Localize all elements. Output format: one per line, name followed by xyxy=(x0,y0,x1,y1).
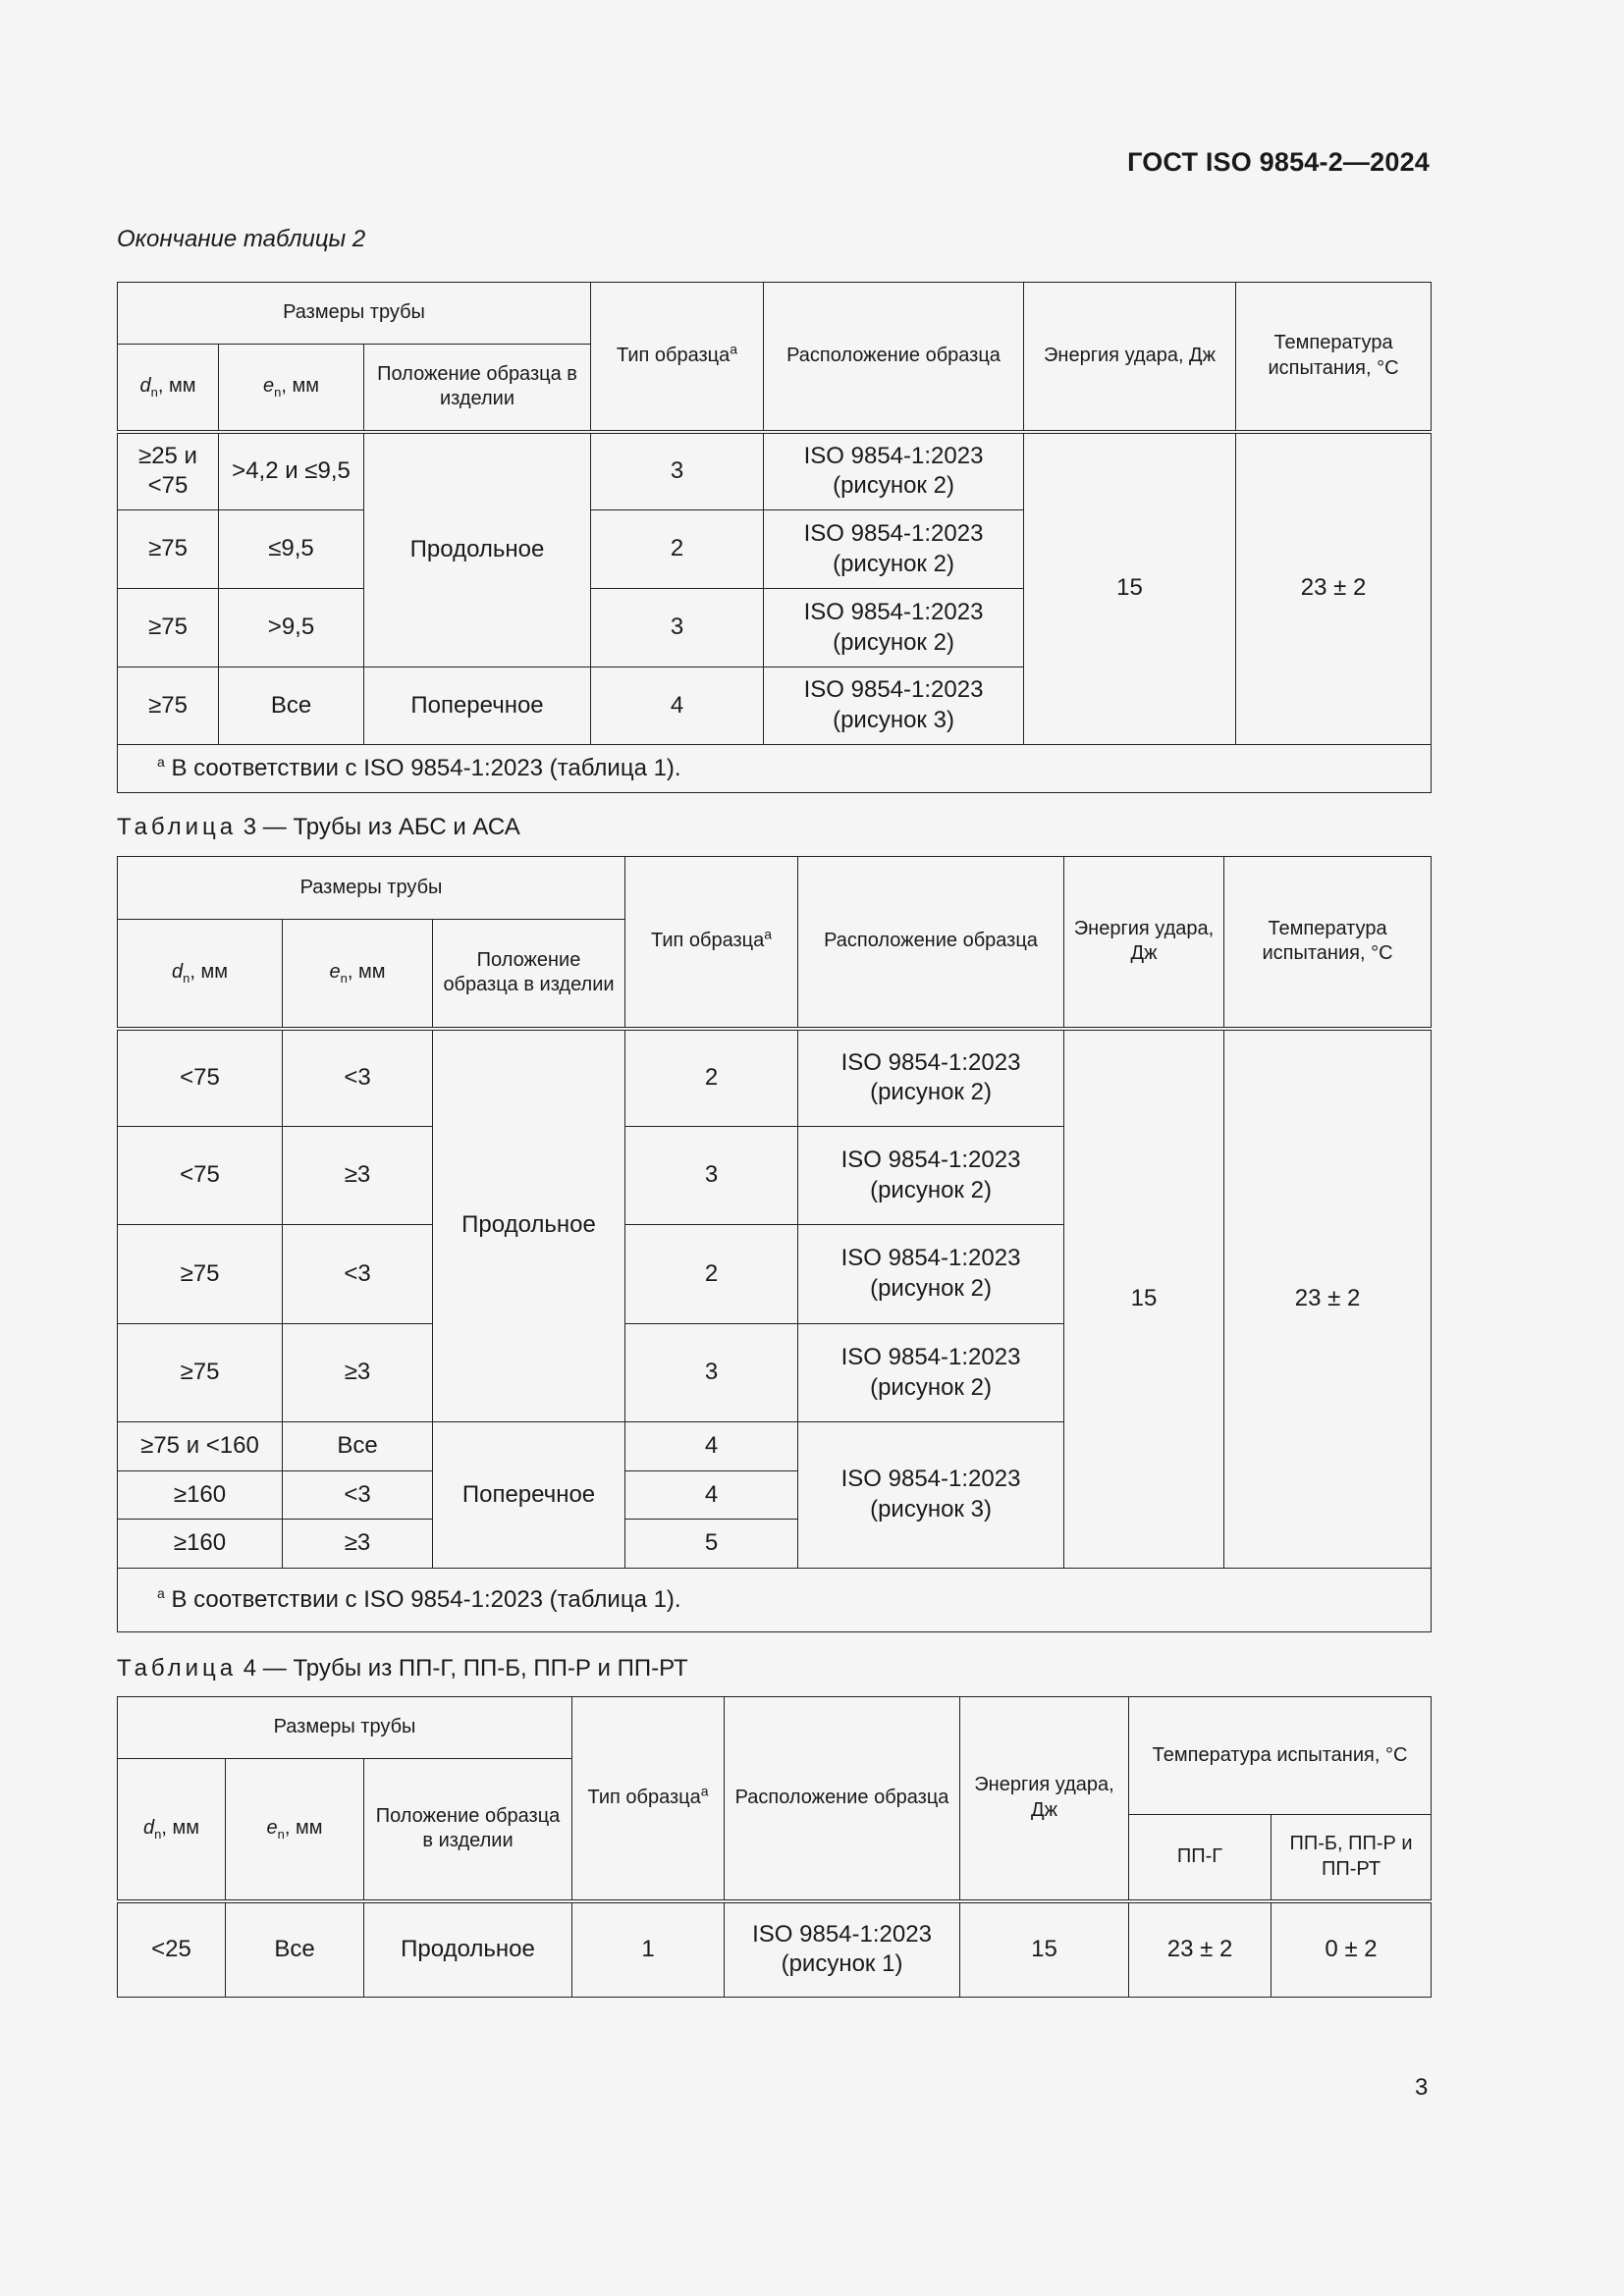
table-row: <75 ≥3 3 ISO 9854-1:2023 (рисунок 2) xyxy=(118,1127,1432,1225)
header-specimen-type: Тип образца$^a$ xyxy=(591,283,764,432)
impact-energy-value: 15 xyxy=(1024,432,1236,745)
header-impact-energy: Энергия удара, Дж xyxy=(960,1697,1129,1901)
header-specimen-location: Расположение образца xyxy=(798,857,1064,1029)
position-longitudinal: Продольное xyxy=(364,432,591,667)
table4-caption: Таблица 4 — Трубы из ПП-Г, ПП-Б, ПП-Р и ПП-РТ xyxy=(117,1655,688,1682)
position-transverse: Поперечное xyxy=(433,1422,625,1569)
table2-continuation-caption: Окончание таблицы 2 xyxy=(117,226,366,252)
header-en: $e_n$, мм xyxy=(219,345,364,432)
table-row: ≥160 <3 4 xyxy=(118,1471,1432,1520)
header-pipe-sizes: Размеры трубы xyxy=(118,857,625,920)
header-specimen-position: Положение образца в изделии xyxy=(433,920,625,1029)
table-4 xyxy=(117,1696,1432,1998)
header-en: $e_n$, мм xyxy=(283,920,433,1029)
table-2 xyxy=(117,282,1432,793)
header-specimen-position: Положение образца в изделии xyxy=(364,1759,572,1901)
header-test-temperature: Температура испытания, °C xyxy=(1236,283,1432,432)
table-row: <25 Все Продольное 1 ISO 9854-1:2023 (рисунок 1) 15 23 ± 2 0 ± 2 xyxy=(118,1901,1432,1998)
header-impact-energy: Энергия удара, Дж xyxy=(1064,857,1224,1029)
table-row: ≥160 ≥3 5 xyxy=(118,1520,1432,1569)
table-row: ≥25 и <75 >4,2 и ≤9,5 Продольное 3 ISO 9854-1:2023 (рисунок 2) 15 23 ± 2 xyxy=(118,432,1432,510)
header-test-temperature: Температура испытания, °C xyxy=(1224,857,1432,1029)
header-specimen-location: Расположение образца xyxy=(725,1697,960,1901)
header-temp-pp-g: ПП-Г xyxy=(1129,1815,1272,1901)
table3-caption: Таблица 3 — Трубы из АБС и АСА xyxy=(117,814,520,840)
page-number: 3 xyxy=(1415,2074,1429,2101)
impact-energy-value: 15 xyxy=(1064,1029,1224,1569)
test-temperature-value: 23 ± 2 xyxy=(1236,432,1432,745)
position-longitudinal: Продольное xyxy=(433,1029,625,1422)
table-row: ≥75 ≤9,5 2 ISO 9854-1:2023 (рисунок 2) xyxy=(118,510,1432,589)
header-pipe-sizes: Размеры трубы xyxy=(118,283,591,345)
header-dn: $d_n$, мм xyxy=(118,345,219,432)
location-figure-3: ISO 9854-1:2023 (рисунок 3) xyxy=(798,1422,1064,1569)
header-temp-pp-other: ПП-Б, ПП-Р и ПП-РТ xyxy=(1272,1815,1432,1901)
table-footnote: $^a$ В соответствии с ISO 9854-1:2023 (таблица 1). xyxy=(118,745,1432,793)
header-en: $e_n$, мм xyxy=(226,1759,364,1901)
position-longitudinal: Продольное xyxy=(364,1901,572,1998)
header-specimen-location: Расположение образца xyxy=(764,283,1024,432)
table-row: <75 <3 Продольное 2 ISO 9854-1:2023 (рисунок 2) 15 23 ± 2 xyxy=(118,1029,1432,1127)
table-3 xyxy=(117,856,1432,1632)
document-code: ГОСТ ISO 9854-2—2024 xyxy=(1127,147,1430,177)
position-transverse: Поперечное xyxy=(364,667,591,745)
table-row: ≥75 <3 2 ISO 9854-1:2023 (рисунок 2) xyxy=(118,1225,1432,1324)
header-specimen-type: Тип образца$^a$ xyxy=(625,857,798,1029)
header-test-temperature: Температура испытания, °C xyxy=(1129,1697,1432,1815)
header-dn: $d_n$, мм xyxy=(118,1759,226,1901)
header-impact-energy: Энергия удара, Дж xyxy=(1024,283,1236,432)
header-pipe-sizes: Размеры трубы xyxy=(118,1697,572,1759)
header-dn: $d_n$, мм xyxy=(118,920,283,1029)
table-footnote: $^a$ В соответствии с ISO 9854-1:2023 (таблица 1). xyxy=(118,1569,1432,1632)
header-specimen-position: Положение образца в изделии xyxy=(364,345,591,432)
table-row: ≥75 ≥3 3 ISO 9854-1:2023 (рисунок 2) xyxy=(118,1324,1432,1422)
table-row: ≥75 >9,5 3 ISO 9854-1:2023 (рисунок 2) xyxy=(118,589,1432,667)
table-row: ≥75 Все Поперечное 4 ISO 9854-1:2023 (рисунок 3) xyxy=(118,667,1432,745)
test-temperature-value: 23 ± 2 xyxy=(1224,1029,1432,1569)
table-row: ≥75 и <160 Все Поперечное 4 ISO 9854-1:2023 (рисунок 3) xyxy=(118,1422,1432,1471)
header-specimen-type: Тип образца$^a$ xyxy=(572,1697,725,1901)
